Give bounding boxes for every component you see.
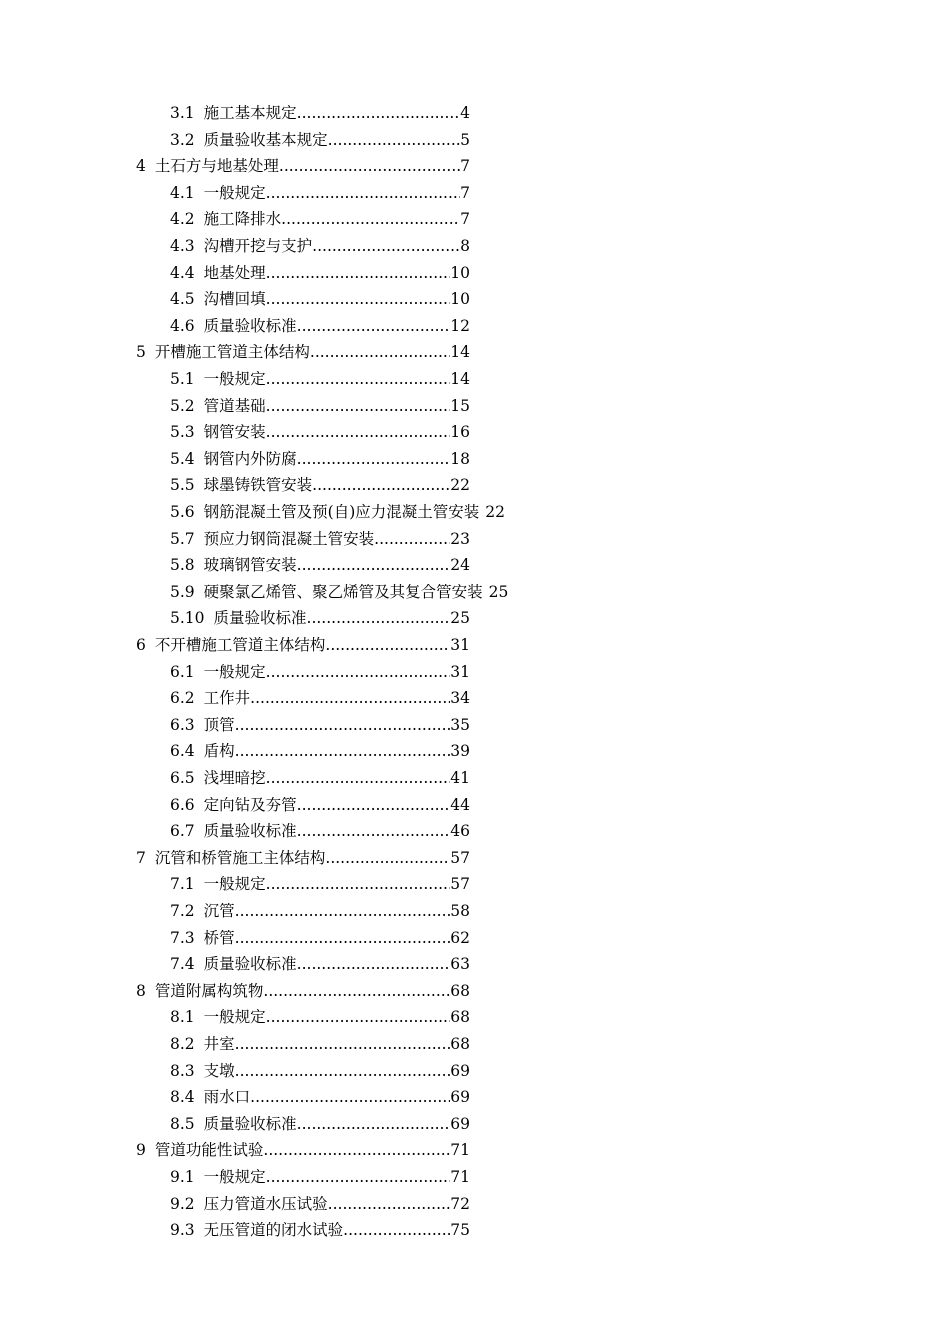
toc-leader-dots [343,1217,450,1243]
toc-entry-number: 7 [136,848,146,867]
toc-entry-page: 15 [450,396,470,415]
toc-entry-line [170,871,470,897]
toc-entry-page: 31 [450,636,470,654]
toc-entry-title: 管道基础 [203,396,266,415]
toc-entry-number: 8 [136,981,146,1000]
toc-entry[interactable] [0,526,950,552]
toc-entry-line [170,393,470,419]
toc-leader-dots [250,685,450,711]
toc-entry[interactable] [0,127,950,153]
toc-entry-number: 5.7 [170,529,195,548]
toc-entry-page: 7 [460,210,470,229]
toc-entry-page: 25 [488,582,509,601]
toc-entry-line [170,127,470,153]
toc-entry-line [170,286,470,312]
toc-entry[interactable] [0,1164,950,1190]
toc-entry-number: 3.1 [170,104,195,122]
toc-entry[interactable] [0,339,950,365]
toc-entry[interactable] [0,792,950,818]
toc-entry-line [170,206,470,232]
toc-entry-page: 71 [450,1168,470,1186]
toc-entry-number: 5 [136,343,146,362]
toc-entry-title: 一般规定 [203,875,266,894]
toc-entry-page: 4 [460,104,470,122]
toc-entry-page: 71 [450,1141,470,1160]
toc-leader-dots [325,845,450,871]
toc-entry-line [170,260,470,286]
toc-entry-number: 5.5 [170,476,195,495]
toc-entry-line [170,685,470,711]
toc-entry-line [170,233,470,259]
toc-entry-number: 5.2 [170,396,195,415]
toc-entry-line [170,419,470,445]
toc-entry-line [170,180,470,206]
toc-leader-dots [266,286,451,312]
toc-leader-dots [266,393,451,419]
toc-entry-title: 施工降排水 [203,210,282,229]
toc-entry-title: 质量验收标准 [203,316,297,335]
toc-entry-page: 16 [450,423,470,442]
toc-entry[interactable] [0,260,950,286]
toc-entry-number: 6.5 [170,769,195,787]
toc-entry-number: 9.2 [170,1194,195,1213]
toc-entry[interactable] [0,659,950,685]
toc-entry[interactable] [0,898,950,924]
toc-entry-title: 一般规定 [203,183,266,202]
toc-leader-dots [266,180,460,206]
toc-entry-page: 68 [450,981,470,1000]
toc-entry-line [170,605,470,631]
toc-entry-number: 5.6 [170,503,195,521]
toc-entry[interactable] [0,925,950,951]
toc-entry-page: 22 [485,503,505,521]
toc-entry-title: 一般规定 [203,370,266,388]
toc-entry[interactable] [0,446,950,472]
toc-entry-page: 14 [450,343,470,362]
toc-entry-number: 5.4 [170,449,195,468]
toc-entry-title: 定向钻及夯管 [203,795,297,814]
toc-entry[interactable] [0,393,950,419]
toc-leader-dots [266,260,451,286]
toc-entry-line [170,579,509,605]
toc-entry[interactable] [0,153,950,179]
toc-entry-number: 6.2 [170,689,195,708]
toc-entry-number: 6.1 [170,662,195,681]
toc-entry-number: 9.3 [170,1221,195,1240]
toc-entry-title: 地基处理 [203,263,266,282]
toc-entry[interactable] [0,818,950,844]
toc-entry-number: 4.5 [170,290,195,309]
toc-entry-title: 管道功能性试验 [154,1141,264,1160]
toc-entry-title: 钢管安装 [203,423,266,442]
toc-entry[interactable] [0,180,950,206]
toc-entry-number: 7.4 [170,955,195,974]
toc-entry[interactable] [0,845,950,871]
toc-leader-dots [297,552,451,578]
toc-entry-title: 钢筋混凝土管及预(自)应力混凝土管安装 [203,503,480,521]
toc-entry-title: 开槽施工管道主体结构 [154,343,310,362]
toc-leader-dots [266,765,451,791]
toc-entry-line [170,712,470,738]
toc-entry-line [170,1004,470,1030]
toc-leader-dots [266,871,451,897]
toc-entry[interactable] [0,1217,950,1243]
toc-entry-page: 34 [450,689,470,708]
toc-entry-number: 4.1 [170,183,195,202]
toc-entry-number: 8.4 [170,1088,195,1107]
toc-entry-number: 7.3 [170,928,195,947]
toc-entry-line [136,845,470,871]
toc-entry-page: 5 [460,130,470,149]
toc-entry-title: 质量验收标准 [213,609,307,628]
toc-entry-title: 桥管 [203,928,235,947]
toc-entry[interactable] [0,765,950,791]
toc-leader-dots [297,313,451,339]
toc-entry-title: 沉管和桥管施工主体结构 [154,848,326,867]
toc-entry-title: 土石方与地基处理 [154,157,279,176]
toc-entry-page: 69 [450,1061,470,1080]
toc-entry-page: 58 [450,902,470,920]
toc-leader-dots [374,526,450,552]
toc-entry-number: 6 [136,636,146,654]
toc-entry-page: 24 [450,556,470,575]
toc-entry-number: 5.8 [170,556,195,575]
toc-entry-number: 9 [136,1141,146,1160]
toc-leader-dots [325,632,450,658]
toc-entry-title: 不开槽施工管道主体结构 [154,636,326,654]
toc-entry-title: 管道附属构筑物 [154,981,264,1000]
toc-entry[interactable] [0,579,950,605]
toc-entry-number: 6.4 [170,742,195,761]
toc-entry-page: 10 [450,263,470,282]
toc-entry-page: 8 [460,237,470,255]
toc-entry-line [170,659,470,685]
toc-entry[interactable] [0,286,950,312]
toc-entry-page: 69 [450,1088,470,1107]
toc-entry-page: 10 [450,290,470,309]
toc-entry-title: 质量验收标准 [203,955,297,974]
toc-leader-dots [312,472,450,498]
toc-entry-line [136,632,470,658]
toc-entry-line [170,552,470,578]
toc-leader-dots [266,1004,451,1030]
toc-leader-dots [263,1137,450,1163]
toc-leader-dots [266,659,451,685]
toc-entry-title: 一般规定 [203,1168,266,1186]
toc-entry-title: 预应力钢筒混凝土管安装 [203,529,375,548]
toc-leader-dots [235,1031,451,1057]
toc-entry-line [170,1164,470,1190]
toc-entry-number: 4.2 [170,210,195,229]
toc-entry-title: 球墨铸铁管安装 [203,476,313,495]
toc-entry[interactable] [0,206,950,232]
toc-leader-dots [235,925,451,951]
toc-entry[interactable] [0,233,950,259]
toc-entry-number: 6.3 [170,715,195,734]
toc-entry-page: 46 [450,822,470,841]
toc-entry-page: 23 [450,529,470,548]
toc-entry-number: 5.10 [170,609,205,628]
toc-entry-number: 5.3 [170,423,195,442]
toc-leader-dots [235,1058,451,1084]
toc-entry[interactable] [0,978,950,1004]
toc-entry-page: 62 [450,928,470,947]
toc-entry-line [170,1084,470,1110]
toc-entry-title: 井室 [203,1035,235,1053]
toc-entry-page: 12 [450,316,470,335]
toc-entry-line [136,1137,470,1163]
toc-entry-number: 5.1 [170,370,195,388]
toc-leader-dots [297,818,451,844]
toc-entry[interactable] [0,1031,950,1057]
toc-entry-line [170,898,470,924]
toc-leader-dots [266,419,451,445]
toc-entry-line [170,499,505,525]
toc-entry[interactable] [0,632,950,658]
toc-leader-dots [297,951,451,977]
toc-entry-title: 顶管 [203,715,235,734]
toc-entry-page: 63 [450,955,470,974]
toc-entry-title: 一般规定 [203,1008,266,1027]
toc-entry[interactable] [0,712,950,738]
toc-entry-title: 质量验收标准 [203,1114,297,1133]
toc-entry[interactable] [0,685,950,711]
toc-entry-line [136,978,470,1004]
toc-entry[interactable] [0,1137,950,1163]
toc-entry-line [170,1058,470,1084]
toc-entry-line [170,792,470,818]
toc-entry-title: 浅埋暗挖 [203,769,266,787]
toc-entry-title: 一般规定 [203,662,266,681]
toc-leader-dots [297,446,451,472]
toc-entry-title: 工作井 [203,689,251,708]
toc-entry-line [170,1031,470,1057]
toc-entry-title: 支墩 [203,1061,235,1080]
toc-entry[interactable] [0,1058,950,1084]
toc-leader-dots [297,100,460,126]
toc-leader-dots [310,339,450,365]
toc-entry-title: 压力管道水压试验 [203,1194,328,1213]
toc-entry[interactable] [0,472,950,498]
toc-leader-dots [281,206,460,232]
toc-entry-number: 4 [136,157,146,176]
toc-entry-line [170,738,470,764]
toc-entry-title: 钢管内外防腐 [203,449,297,468]
toc-entry[interactable] [0,100,950,126]
toc-entry[interactable] [0,605,950,631]
toc-entry[interactable] [0,419,950,445]
toc-entry-title: 沟槽开挖与支护 [203,237,313,255]
toc-entry-line [170,951,470,977]
toc-entry-page: 18 [450,449,470,468]
toc-entry-page: 75 [450,1221,470,1240]
toc-entry-page: 14 [450,370,470,388]
toc-entry-line [170,1217,470,1243]
toc-entry-line [170,1111,470,1137]
toc-leader-dots [297,792,451,818]
toc-leader-dots [266,1164,451,1190]
toc-entry-page: 41 [450,769,470,787]
toc-entry-line [170,526,470,552]
toc-entry-number: 5.9 [170,582,195,601]
toc-leader-dots [235,712,451,738]
toc-entry[interactable] [0,1084,950,1110]
toc-entry[interactable] [0,1111,950,1137]
toc-entry-page: 7 [460,183,470,202]
toc-entry-page: 22 [450,476,470,495]
toc-entry-line [170,765,470,791]
toc-entry-number: 3.2 [170,130,195,149]
toc-entry-number: 7.2 [170,902,195,920]
toc-leader-dots [235,738,451,764]
toc-entry-page: 31 [450,662,470,681]
toc-entry-line [170,925,470,951]
toc-entry-number: 6.6 [170,795,195,814]
toc-leader-dots [307,605,451,631]
toc-leader-dots [250,1084,450,1110]
toc-entry-page: 69 [450,1114,470,1133]
toc-entry-page: 7 [460,157,470,176]
toc-leader-dots [235,898,451,924]
toc-leader-dots [328,1191,451,1217]
toc-entry-page: 72 [450,1194,470,1213]
toc-entry[interactable] [0,951,950,977]
toc-entry[interactable] [0,499,950,525]
toc-entry-number: 8.3 [170,1061,195,1080]
toc-entry-title: 雨水口 [203,1088,251,1107]
toc-entry-number: 6.7 [170,822,195,841]
toc-entry-page: 35 [450,715,470,734]
toc-entry-title: 施工基本规定 [203,104,297,122]
toc-entry-title: 质量验收标准 [203,822,297,841]
toc-leader-dots [328,127,460,153]
toc-entry-number: 7.1 [170,875,195,894]
toc-entry-page: 68 [450,1035,470,1053]
toc-entry-number: 8.2 [170,1035,195,1053]
toc-entry-line [170,446,470,472]
toc-entry-line [136,339,470,365]
toc-entry-line [136,153,470,179]
toc-entry-number: 9.1 [170,1168,195,1186]
toc-entry-page: 39 [450,742,470,761]
toc-entry-line [170,472,470,498]
toc-entry-number: 4.6 [170,316,195,335]
toc-entry-title: 无压管道的闭水试验 [203,1221,344,1240]
toc-entry-title: 玻璃钢管安装 [203,556,297,575]
toc-leader-dots [297,1111,451,1137]
toc-leader-dots [279,153,460,179]
toc-entry-title: 沟槽回填 [203,290,266,309]
toc-entry-line [170,366,470,392]
toc-entry-number: 8.1 [170,1008,195,1027]
toc-leader-dots [263,978,450,1004]
toc-entry-number: 8.5 [170,1114,195,1133]
toc-entry-number: 4.4 [170,263,195,282]
toc-entry[interactable] [0,366,950,392]
toc-entry-page: 57 [450,848,470,867]
toc-entry-line [170,818,470,844]
toc-entry[interactable] [0,552,950,578]
toc-entry-line [170,100,470,126]
toc-entry-line [170,313,470,339]
toc-entry-title: 沉管 [203,902,235,920]
toc-entry-page: 44 [450,795,470,814]
toc-entry-page: 68 [450,1008,470,1027]
toc-entry-line [170,1191,470,1217]
toc-entry[interactable] [0,1004,950,1030]
toc-entry-title: 质量验收基本规定 [203,130,328,149]
toc-entry-page: 25 [450,609,470,628]
toc-entry-title: 硬聚氯乙烯管、聚乙烯管及其复合管安装 [203,582,483,601]
toc-entry-title: 盾构 [203,742,235,761]
toc-entry[interactable] [0,1191,950,1217]
toc-entry[interactable] [0,871,950,897]
toc-entry[interactable] [0,738,950,764]
toc-leader-dots [266,366,451,392]
toc-entry-number: 4.3 [170,237,195,255]
toc-entry[interactable] [0,313,950,339]
toc-leader-dots [312,233,460,259]
toc-entry-page: 57 [450,875,470,894]
